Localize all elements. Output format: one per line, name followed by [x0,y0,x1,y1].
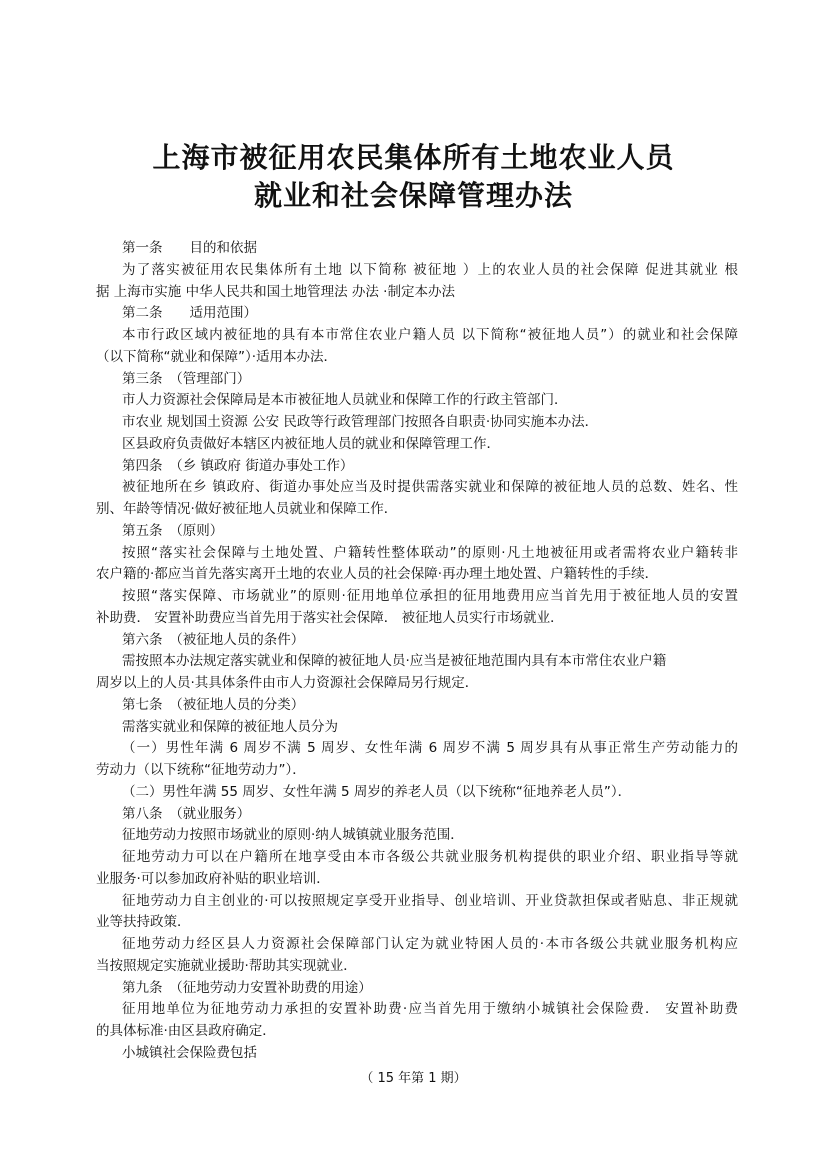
text-line: 小城镇社会保险费包括 [122,1044,257,1061]
text-line: （二）男性年满 55 周岁、女性年满 5 周岁的养老人员（以下统称“征地养老人员”）． [122,783,632,800]
text-line: 的具体标准·由区县政府确定． [96,1023,276,1039]
article-heading: 第五条 （原则） [122,522,224,539]
text-line: 劳动力（以下统称“征地劳动力”）． [96,762,306,778]
text-line: 据 上海市实施 中华人民共和国土地管理法 办法 ·制定本办法 [96,283,455,300]
text-line: 业服务·可以参加政府补贴的职业培训． [96,870,330,887]
page-footer-issue: （ 15 年第 1 期） [360,1071,467,1086]
text-line: 按照“落实保障、市场就业”的原则·征用地单位承担的征用地费用应当首先用于被征地人员的安置 [122,588,738,604]
text-line: 本市行政区域内被征地的具有本市常住农业户籍人员 以下简称“被征地人员”）的就业和社会保障 [122,327,738,343]
text-line: （以下简称“就业和保障”）·适用本办法． [96,348,338,365]
text-line: 当按照规定实施就业援助·帮助其实现就业． [96,957,357,974]
text-line: （一）男性年满 6 周岁不满 5 周岁、女性年满 6 周岁不满 5 周岁具有从事正常生产劳动能力的 [122,740,738,757]
text-line: 需落实就业和保障的被征地人员分为 [122,718,338,735]
text-line: 征地劳动力可以在户籍所在地享受由本市各级公共就业服务机构提供的职业介绍、职业指导等就 [122,849,738,865]
text-line: 按照“落实社会保障与土地处置、户籍转性整体联动”的原则·凡土地被征用或者需将农业户籍转非 [122,544,738,561]
text-line: 征地劳动力按照市场就业的原则·纳人城镇就业服务范围． [122,827,464,844]
document-title-line-1: 上海市被征用农民集体所有土地农业人员 [152,141,675,174]
document-title-line-2: 就业和社会保障管理办法 [253,179,573,212]
text-line: 市人力资源社会保障局是本市被征地人员就业和保障工作的行政主管部门． [122,392,568,409]
text-line: 征地劳动力经区县人力资源社会保障部门认定为就业特困人员的·本市各级公共就业服务机构应 [122,936,738,952]
article-heading: 第六条 （被征地人员的条件） [122,631,305,648]
text-line: 征地劳动力自主创业的·可以按照规定享受开业指导、创业培训、开业贷款担保或者贴息、非正规就 [122,892,738,909]
text-line: 市农业 规划国土资源 公安 民政等行政管理部门按照各自职责·协同实施本办法． [122,414,599,430]
text-line: 别、年龄等情况·做好被征地人员就业和保障工作． [96,501,398,517]
text-line: 被征地所在乡 镇政府、街道办事处应当及时提供需落实就业和保障的被征地人员的总数、姓名、性 [122,479,738,496]
article-heading: 第一条 目的和依据 [122,240,257,256]
article-heading: 第七条 （被征地人员的分类） [122,696,305,713]
text-line: 征用地单位为征地劳动力承担的安置补助费·应当首先用于缴纳小城镇社会保险费． 安置补助费 [122,1001,738,1018]
article-heading: 第九条 （征地劳动力安置补助费的用途） [122,979,372,996]
text-line: 需按照本办法规定落实就业和保障的被征地人员·应当是被征地范围内具有本市常住农业户籍 [122,653,667,670]
article-heading: 第八条 （就业服务） [122,805,251,822]
text-line: 业等扶持政策． [96,914,191,931]
document-body [96,238,738,1065]
article-heading: 第二条 适用范围） [122,305,257,322]
text-line: 补助费． 安置补助费应当首先用于落实社会保障． 被征地人员实行市场就业． [96,609,564,626]
article-heading: 第三条 （管理部门） [122,370,251,387]
article-heading: 第四条 （乡 镇政府 街道办事处工作） [122,457,354,474]
text-line: 区县政府负责做好本辖区内被征地人员的就业和保障管理工作． [122,435,500,452]
text-line: 农户籍的·都应当首先落实离开土地的农业人员的社会保障·再办理土地处置、户籍转性的手续． [96,566,659,583]
text-line: 周岁以上的人员·其具体条件由市人力资源社会保障局另行规定． [96,675,479,691]
text-line: 为了落实被征用农民集体所有土地 以下简称 被征地 ）上的农业人员的社会保障 促进其就业 根 [122,261,738,278]
